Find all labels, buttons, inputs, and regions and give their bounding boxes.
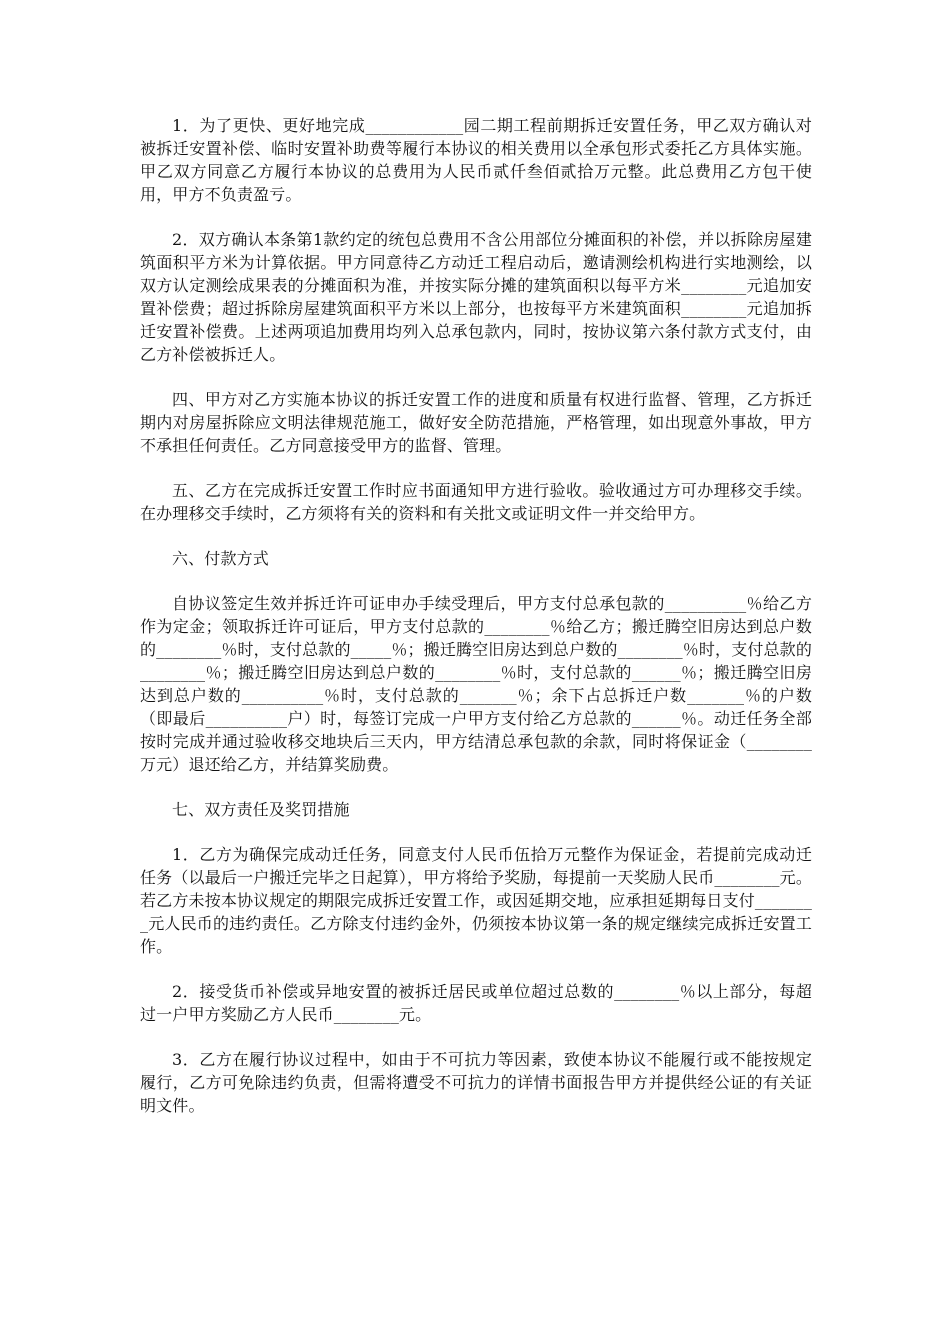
document-body	[140, 114, 812, 1139]
heading-section-7: 七、双方责任及奖罚措施	[172, 800, 350, 819]
paragraph-section-4: 四、甲方对乙方实施本协议的拆迁安置工作的进度和质量有权进行监督、管理，乙方拆迁期内对房屋拆除应文明法律规范施工，做好安全防范措施，严格管理，如出现意外事故，甲方不承担任何责任。乙方同意接受甲方的监督、管理。	[140, 390, 812, 455]
paragraph-responsibility-2: 2．接受货币补偿或异地安置的被拆迁居民或单位超过总数的________％以上部分，每超过一户甲方奖励乙方人民币________元。	[140, 982, 812, 1024]
heading-section-6: 六、付款方式	[172, 549, 269, 568]
paragraph-section-5: 五、乙方在完成拆迁安置工作时应书面通知甲方进行验收。验收通过方可办理移交手续。在办理移交手续时，乙方须将有关的资料和有关批文或证明文件一并交给甲方。	[140, 481, 812, 523]
paragraph-clause-2: 2．双方确认本条第1款约定的统包总费用不含公用部位分摊面积的补偿，并以拆除房屋建筑面积平方米为计算依据。甲方同意待乙方动迁工程启动后，邀请测绘机构进行实地测绘，以双方认定测绘成果表的分摊面积为准，并按实际分摊的建筑面积以每平方米________元追加安置补偿费；超过拆除房屋建筑面积平方米以上部分，也按每平方米建筑面积________元追加拆迁安置补偿费。上述两项追加费用均列入总承包款内，同时，按协议第六条付款方式支付，由乙方补偿被拆迁人。	[140, 230, 812, 364]
paragraph-payment-method: 自协议签定生效并拆迁许可证申办手续受理后，甲方支付总承包款的__________％给乙方作为定金；领取拆迁许可证后，甲方支付总款的________％给乙方；搬迁腾空旧房达到总户数的________％时，支付总款的_____％；搬迁腾空旧房达到总户数的________％时，支付总款的________％；搬迁腾空旧房达到总户数的________％时，支付总款的______％；搬迁腾空旧房达到总户数的__________％时，支付总款的_______％；余下占总拆迁户数_______％的户数（即最后__________户）时，每签订完成一户甲方支付给乙方总款的______％。动迁任务全部按时完成并通过验收移交地块后三天内，甲方结清总承包款的余款，同时将保证金（________万元）退还给乙方，并结算奖励费。	[140, 594, 812, 774]
paragraph-responsibility-3: 3．乙方在履行协议过程中，如由于不可抗力等因素，致使本协议不能履行或不能按规定履行，乙方可免除违约负责，但需将遭受不可抗力的详情书面报告甲方并提供经公证的有关证明文件。	[140, 1050, 812, 1115]
paragraph-responsibility-1: 1．乙方为确保完成动迁任务，同意支付人民币伍拾万元整作为保证金，若提前完成动迁任务（以最后一户搬迁完毕之日起算），甲方将给予奖励，每提前一天奖励人民币________元。若乙方未按本协议规定的期限完成拆迁安置工作，或因延期交地，应承担延期每日支付________元人民币的违约责任。乙方除支付违约金外，仍须按本协议第一条的规定继续完成拆迁安置工作。	[140, 845, 812, 956]
paragraph-clause-1: 1．为了更快、更好地完成____________园二期工程前期拆迁安置任务，甲乙双方确认对被拆迁安置补偿、临时安置补助费等履行本协议的相关费用以全承包形式委托乙方具体实施。甲乙双方同意乙方履行本协议的总费用为人民币贰仟叁佰贰拾万元整。此总费用乙方包干使用，甲方不负责盈亏。	[140, 116, 812, 204]
